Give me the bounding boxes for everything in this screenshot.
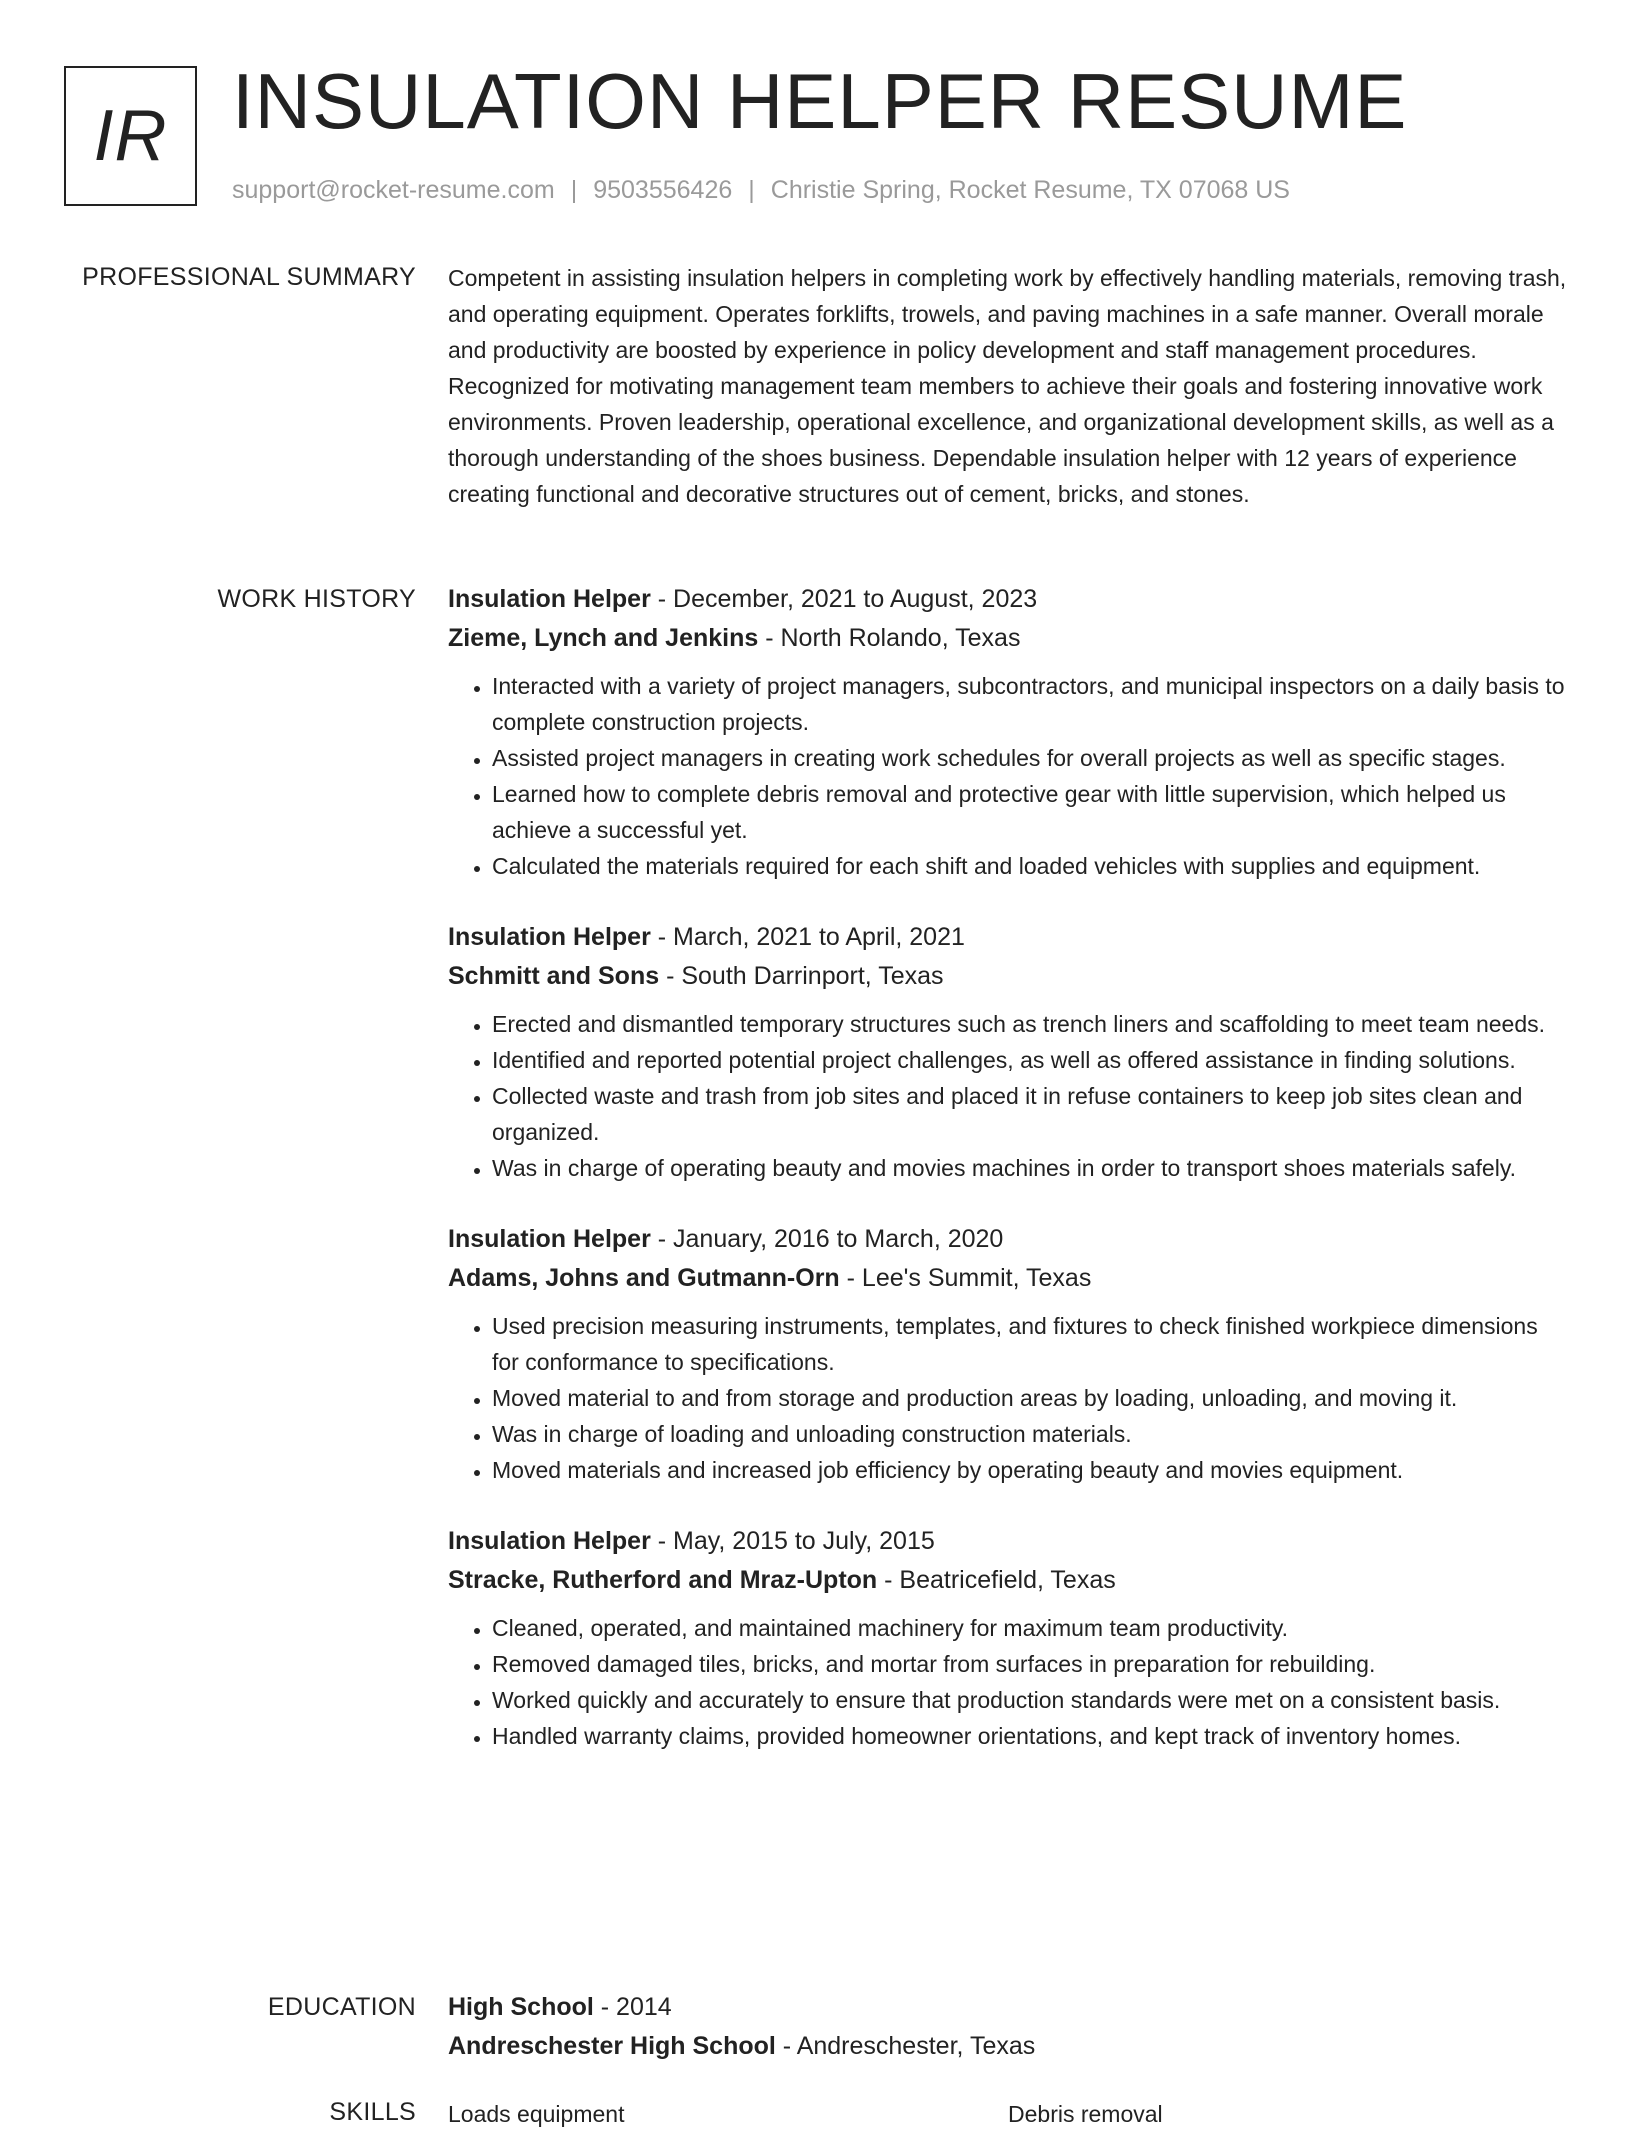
job-bullet: • Moved materials and increased job efficiency by operating beauty and movies equipment.: [492, 1452, 1568, 1488]
job-bullet: • Handled warranty claims, provided homeowner orientations, and kept track of inventory homes.: [492, 1718, 1568, 1754]
job-title-line: [448, 1522, 1568, 1561]
contact-line: [232, 174, 1290, 206]
job-title-line: [448, 1220, 1568, 1259]
job-bullet: • Was in charge of operating beauty and movies machines in order to transport shoes materials safely.: [492, 1150, 1568, 1186]
job-dates: - May, 2015 to July, 2015: [650, 1527, 935, 1555]
job-title-line: [448, 580, 1568, 619]
monogram-initials: IR: [93, 96, 168, 176]
skill-item: Loads equipment: [448, 2101, 625, 2127]
skills-row: [448, 2096, 1568, 2132]
job-bullet: • Moved material to and from storage and production areas by loading, unloading, and moving it.: [492, 1380, 1568, 1416]
education-degree-line: [448, 1988, 1568, 2027]
job-location: - Lee's Summit, Texas: [839, 1264, 1092, 1292]
summary-heading: PROFESSIONAL SUMMARY: [82, 263, 416, 291]
job-bullet: • Removed damaged tiles, bricks, and mortar from surfaces in preparation for rebuilding.: [492, 1646, 1568, 1682]
job-company-line: [448, 1259, 1568, 1298]
contact-separator: |: [570, 176, 578, 204]
monogram-badge: [64, 66, 197, 206]
job-bullet: • Was in charge of loading and unloading construction materials.: [492, 1416, 1568, 1452]
education-location: - Andreschester, Texas: [775, 2032, 1036, 2060]
job-entry: [448, 918, 1568, 1186]
job-company-line: [448, 619, 1568, 658]
job-bullet: • Calculated the materials required for each shift and loaded vehicles with supplies and equipment.: [492, 848, 1568, 884]
job-company: Schmitt and Sons: [448, 962, 660, 990]
education-degree: High School: [448, 1993, 594, 2021]
skill-item: Debris removal: [1008, 2101, 1163, 2127]
job-company: Zieme, Lynch and Jenkins: [448, 624, 759, 652]
job-bullet: • Used precision measuring instruments, templates, and fixtures to check finished workpiece dimensions for conformance to specifications.: [492, 1308, 1568, 1380]
education-year: - 2014: [593, 1993, 672, 2021]
job-location: - North Rolando, Texas: [758, 624, 1021, 652]
education-school: Andreschester High School: [448, 2032, 776, 2060]
contact-phone: 9503556426: [593, 176, 733, 204]
job-bullet: • Identified and reported potential project challenges, as well as offered assistance in finding solutions.: [492, 1042, 1568, 1078]
job-bullet: • Collected waste and trash from job sites and placed it in refuse containers to keep job sites clean and organized.: [492, 1078, 1568, 1150]
work-history-heading: WORK HISTORY: [217, 585, 416, 613]
summary-body: [448, 260, 1568, 512]
job-dates: - December, 2021 to August, 2023: [650, 585, 1038, 613]
job-company-line: [448, 1561, 1568, 1600]
job-dates: - January, 2016 to March, 2020: [650, 1225, 1004, 1253]
job-bullet: • Learned how to complete debris removal and protective gear with little supervision, which helped us achieve a successful yet.: [492, 776, 1568, 848]
education-body: [448, 1988, 1568, 2066]
job-bullets: [448, 1006, 1568, 1186]
education-school-line: [448, 2027, 1568, 2066]
job-bullet: • Erected and dismantled temporary structures such as trench liners and scaffolding to meet team needs.: [492, 1006, 1568, 1042]
job-company-line: [448, 957, 1568, 996]
work-history-body: [448, 580, 1568, 1788]
job-company: Adams, Johns and Gutmann-Orn: [448, 1264, 840, 1292]
contact-address: Christie Spring, Rocket Resume, TX 07068 US: [770, 176, 1290, 204]
job-title: Insulation Helper: [448, 1527, 651, 1555]
skills-heading: SKILLS: [329, 2098, 416, 2126]
contact-separator: |: [748, 176, 755, 204]
job-title: Insulation Helper: [448, 585, 651, 613]
job-bullets: [448, 1610, 1568, 1754]
job-dates: - March, 2021 to April, 2021: [650, 923, 965, 951]
job-company: Stracke, Rutherford and Mraz-Upton: [448, 1566, 878, 1594]
summary-text: Competent in assisting insulation helpers in completing work by effectively handling materials, removing trash, and operating equipment. Operates forklifts, trowels, and paving machines in a safe manner. Overall morale and productivity are boosted by experience in policy development and staff management procedures. Recognized for motivating management team members to achieve their goals and fostering innovative work environments. Proven leadership, operational excellence, and organizational development skills, as well as a thorough understanding of the shoes business. Dependable insulation helper with 12 years of experience creating functional and decorative structures out of cement, bricks, and stones.: [448, 265, 1567, 507]
job-bullets: [448, 668, 1568, 884]
job-entry: [448, 1522, 1568, 1754]
resume-title: INSULATION HELPER RESUME: [232, 57, 1408, 145]
education-heading: EDUCATION: [267, 1993, 416, 2021]
contact-email: support@rocket-resume.com: [232, 176, 555, 204]
job-bullets: [448, 1308, 1568, 1488]
job-location: - Beatricefield, Texas: [877, 1566, 1116, 1594]
job-title: Insulation Helper: [448, 1225, 651, 1253]
job-bullet: • Interacted with a variety of project managers, subcontractors, and municipal inspectors on a daily basis to complete construction projects.: [492, 668, 1568, 740]
job-entry: [448, 580, 1568, 884]
job-bullet: • Cleaned, operated, and maintained machinery for maximum team productivity.: [492, 1610, 1568, 1646]
job-title: Insulation Helper: [448, 923, 651, 951]
job-title-line: [448, 918, 1568, 957]
job-bullet: • Assisted project managers in creating work schedules for overall projects as well as specific stages.: [492, 740, 1568, 776]
job-entry: [448, 1220, 1568, 1488]
skills-body: [448, 2096, 1568, 2132]
job-bullet: • Worked quickly and accurately to ensure that production standards were met on a consistent basis.: [492, 1682, 1568, 1718]
job-location: - South Darrinport, Texas: [659, 962, 944, 990]
